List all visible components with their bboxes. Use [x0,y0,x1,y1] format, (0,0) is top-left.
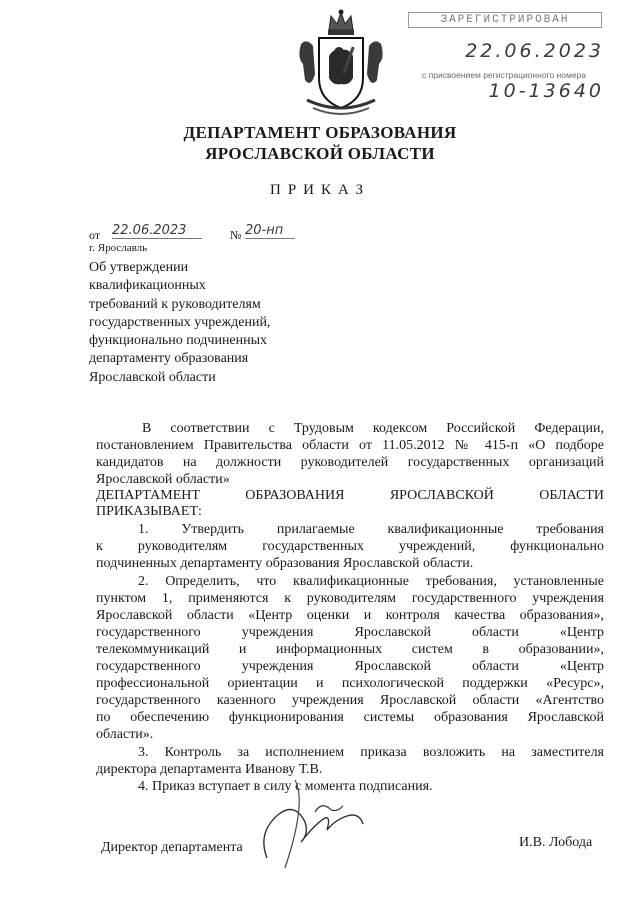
department-title-line1: ДЕПАРТАМЕНТ ОБРАЗОВАНИЯ [183,123,457,142]
body-line: Ярославской области» [96,472,230,487]
order-date: 22.06.2023 [112,223,202,239]
body-line: подчиненных департаменту образования Ярославской области. [96,556,474,571]
handwritten-signature [255,772,375,872]
body-line: 2. Определить, что квалификационные требования, установленные [138,574,604,589]
body-line: 3. Контроль за исполнением приказа возложить на заместителя [138,745,604,760]
body-line: к руководителям государственных учреждений, функционально [96,539,604,554]
body-line: В соответствии с Трудовым кодексом Российской Федерации, [142,421,604,436]
stamp-date: 22.06.2023 [465,40,604,62]
body-line: телекоммуникаций и информационных систем в образовании», [96,642,604,657]
subject-line: функционально подчиненных [89,333,268,349]
signatory-name: И.В. Лобода [519,835,593,850]
order-number-label: № [230,228,242,242]
body-line: постановлением Правительства области от 11.05.2012 № 415-п «О подборе [96,438,604,453]
body-line: 4. Приказ вступает в силу с момента подписания. [138,779,433,794]
body-line: 1. Утвердить прилагаемые квалификационные требования [138,522,604,537]
order-from-label: от [89,228,101,242]
body-line: директора департамента Иванову Т.В. [96,762,323,777]
subject-line: квалификационных [89,278,206,294]
body-line: кандидатов на должности руководителей государственных организаций [96,455,604,470]
body-line: по обеспечению функционирования системы образования Ярославской [96,710,604,725]
order-subject [89,259,329,387]
stamp-caption: с присвоением регистрационного номера [422,70,586,80]
order-city: г. Ярославль [89,242,148,254]
body-line: области». [96,727,154,742]
body-line: профессиональной ориентации и психологической поддержки «Ресурс», [96,676,604,691]
body-line: пунктом 1, применяются к руководителям государственного учреждения [96,591,604,606]
signatory-title: Директор департамента [101,840,243,855]
department-title-line2: ЯРОСЛАВСКОЙ ОБЛАСТИ [205,144,435,163]
registration-stamp [396,8,608,104]
subject-line: Об утверждении [89,260,189,275]
body-line: государственного казенного учреждения Ярославской области «Агентство [96,693,604,708]
stamp-title: ЗАРЕГИСТРИРОВАН [408,12,602,28]
body-line-orders: ПРИКАЗЫВАЕТ: [96,504,202,519]
subject-line: Ярославской области [89,369,216,385]
body-line: Ярославской области «Центр оценки и контроля качества образования», [96,608,604,623]
order-number: 20-нп [245,223,295,239]
coat-of-arms-emblem [293,8,389,116]
body-line: государственного учреждения Ярославской области «Центр [96,659,604,674]
body-line: государственного учреждения Ярославской области «Центр [96,625,604,640]
subject-line: требований к руководителям [89,296,261,312]
document-type-title: ПРИКАЗ [270,182,370,198]
subject-line: департаменту образования [89,351,249,367]
stamp-number: 10-13640 [488,80,604,102]
body-line-department: ДЕПАРТАМЕНТ ОБРАЗОВАНИЯ ЯРОСЛАВСКОЙ ОБЛАСТИ [96,488,604,503]
subject-line: государственных учреждений, [89,314,271,330]
